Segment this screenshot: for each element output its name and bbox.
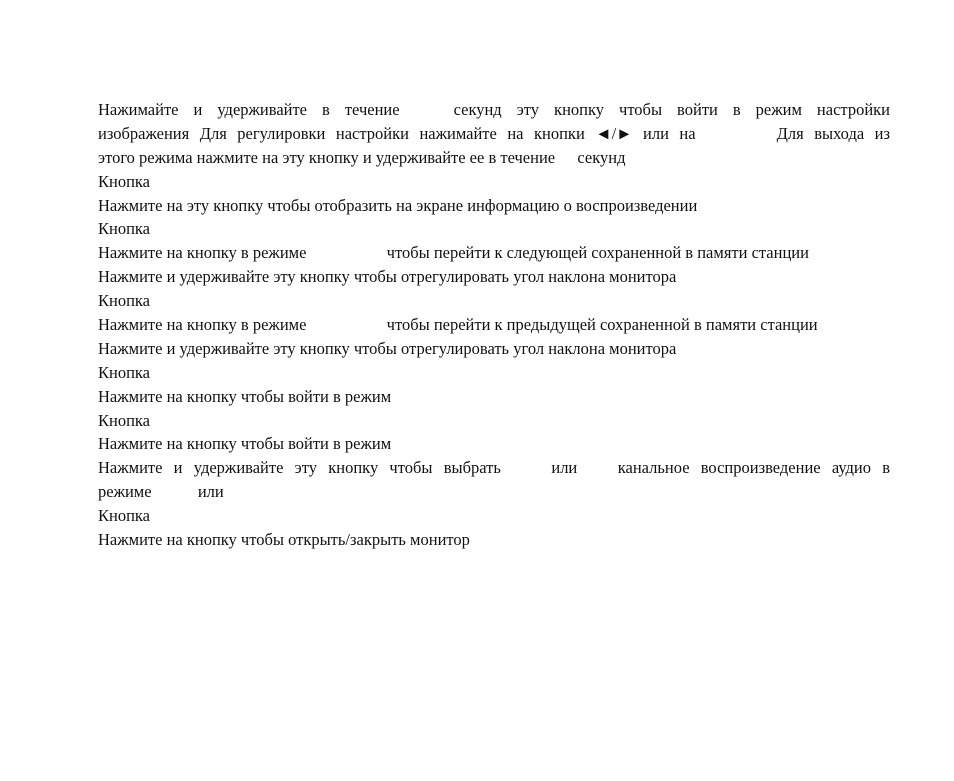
button-4-label: Кнопка: [98, 362, 151, 382]
button-6-label: Кнопка: [98, 506, 151, 526]
text-fragment: чтобы перейти к предыдущей сохраненной в памяти станции: [386, 315, 818, 335]
text-fragment: Нажимайте и удерживайте в течение: [98, 100, 400, 119]
text-fragment: Нажмите и удерживайте эту кнопку чтобы выбрать: [98, 458, 501, 478]
text-fragment: Для выхода из: [776, 123, 890, 143]
button-3-description-line-2: Нажмите и удерживайте эту кнопку чтобы отрегулировать угол наклона монитора: [98, 338, 677, 358]
button-6-description: Нажмите на кнопку чтобы открыть/закрыть монитор: [98, 530, 470, 550]
text-fragment: секунд эту кнопку чтобы войти в режим настройки: [453, 100, 890, 119]
button-1-description: Нажмите на эту кнопку чтобы отобразить на экране информацию о воспроизведении: [98, 195, 698, 215]
button-5-label: Кнопка: [98, 410, 151, 430]
button-4-description: Нажмите на кнопку чтобы войти в режим: [98, 386, 392, 406]
paragraph-1-line-1: [98, 98, 890, 122]
text-fragment: или: [551, 458, 578, 478]
button-5-description-line-1: Нажмите на кнопку чтобы войти в режим: [98, 434, 392, 454]
button-2-label: Кнопка: [98, 219, 151, 239]
text-fragment: изображения Для регулировки настройки нажимайте на кнопки ◄/► или на: [98, 123, 696, 143]
text-fragment: чтобы перейти к следующей сохраненной в памяти станции: [386, 243, 809, 263]
text-fragment: режиме: [98, 482, 152, 502]
document-page: [98, 98, 890, 552]
text-fragment: Нажмите на кнопку в режиме: [98, 315, 307, 335]
paragraph-1-line-3: [98, 146, 890, 170]
text-fragment: или: [197, 482, 224, 502]
paragraph-1-line-2: [98, 122, 890, 146]
text-fragment: канальное воспроизведение аудио в: [617, 458, 890, 478]
button-2-description-line-1: [98, 241, 890, 265]
text-fragment: этого режима нажмите на эту кнопку и удерживайте ее в течение: [98, 147, 556, 167]
text-fragment: Нажмите на кнопку в режиме: [98, 243, 307, 263]
text-fragment: секунд: [577, 147, 626, 167]
button-3-description-line-1: [98, 313, 890, 337]
button-1-label: Кнопка: [98, 171, 151, 191]
button-5-description-line-2: [98, 456, 890, 480]
button-3-label: Кнопка: [98, 291, 151, 311]
button-5-description-line-3: [98, 480, 890, 504]
button-2-description-line-2: Нажмите и удерживайте эту кнопку чтобы отрегулировать угол наклона монитора: [98, 267, 677, 287]
